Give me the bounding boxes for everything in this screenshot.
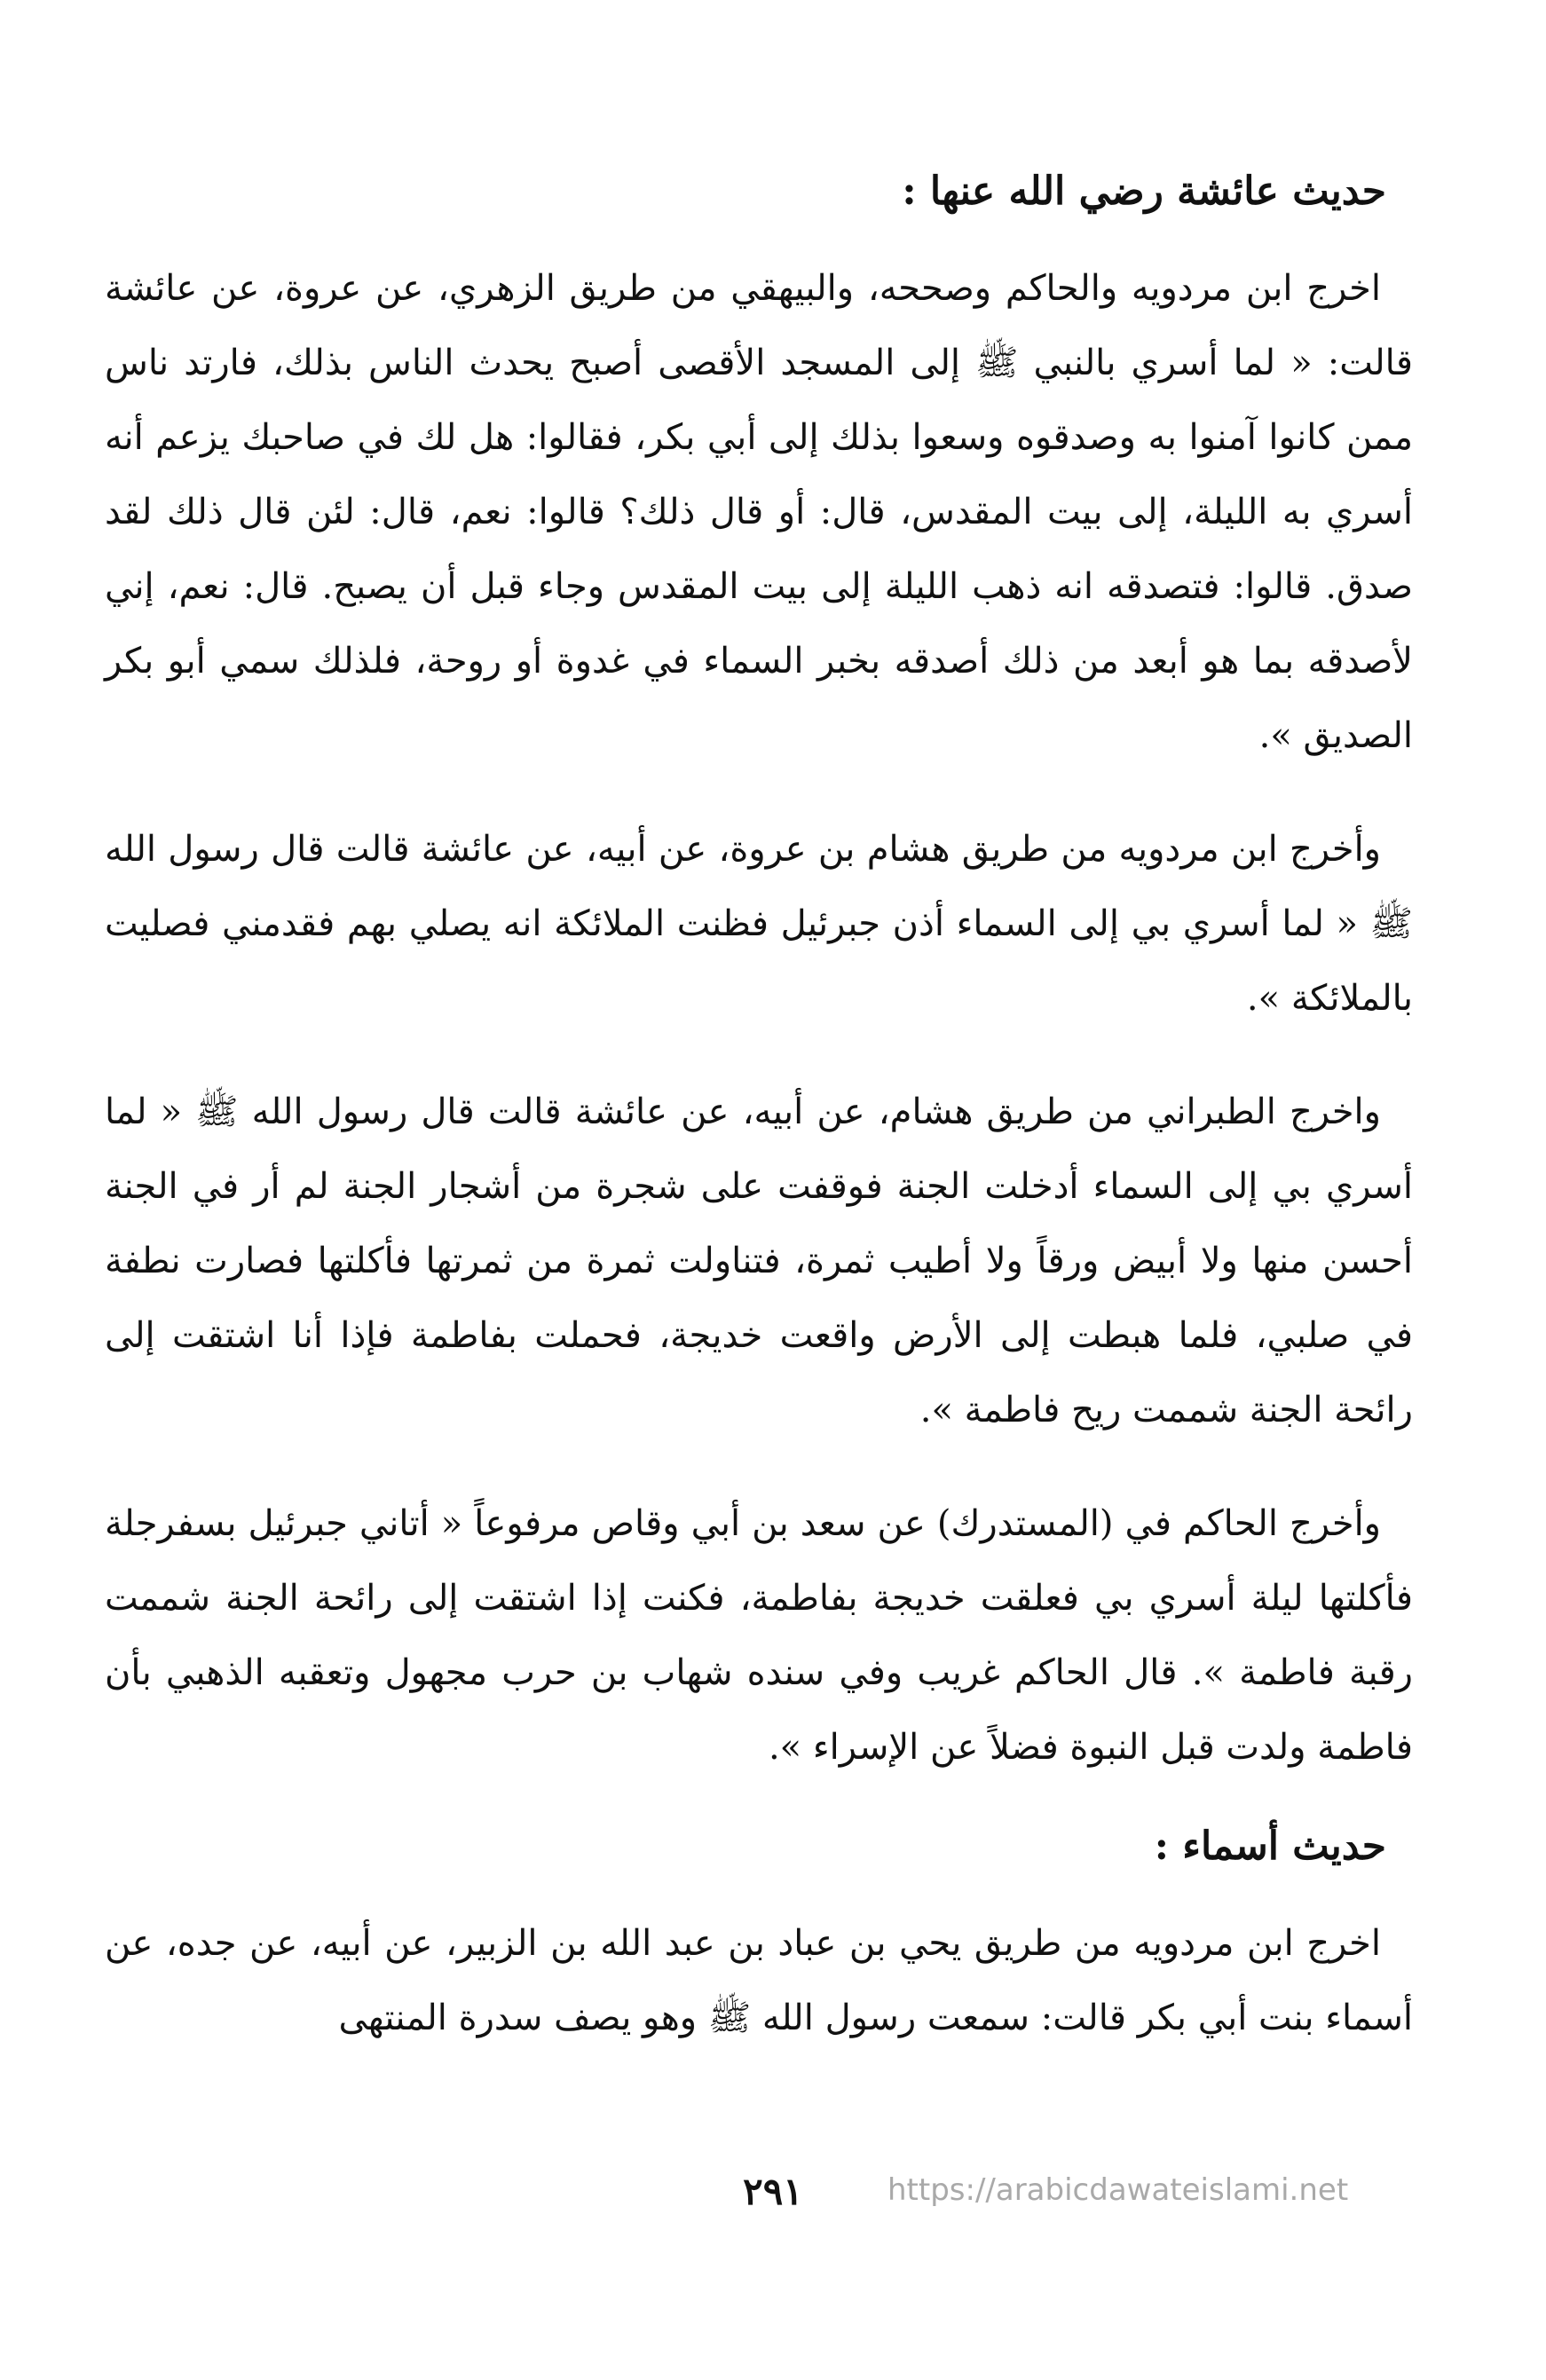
- section-heading-aisha: حديث عائشة رضي الله عنها :: [902, 169, 1386, 214]
- hadith-paragraph-4: [105, 1486, 1413, 1785]
- hadith-paragraph-3: [105, 1075, 1413, 1447]
- paragraph-text: اخرج ابن مردويه من طريق يحي بن عباد بن عبد الله بن الزبير، عن أبيه، عن جده، عن أسماء بنت أبي بكر قالت: سمعت رسول الله ﷺ وهو يصف سدرة المنتهى: [105, 1922, 1413, 2038]
- hadith-paragraph-1: [105, 251, 1413, 773]
- paragraph-text: واخرج الطبراني من طريق هشام، عن أبيه، عن عائشة قالت قال رسول الله ﷺ « لما أسري بي إلى السماء أدخلت الجنة فوقفت على شجرة من أشجار الجنة لم أر في الجنة أحسن منها ولا أبيض ورقاً ولا أطيب ثمرة، فتناولت ثمرة من ثمرتها فأكلتها فصارت نطفة في صلبي، فلما هبطت إلى الأرض واقعت خديجة، فحملت بفاطمة فإذا أنا اشتقت إلى رائحة الجنة شممت ريح فاطمة ».: [105, 1091, 1413, 1430]
- page-number: ٢٩١: [743, 2170, 803, 2213]
- paragraph-text: وأخرج ابن مردويه من طريق هشام بن عروة، عن أبيه، عن عائشة قالت قال رسول الله ﷺ « لما أسري بي إلى السماء أذن جبرئيل فظنت الملائكة انه يصلي بهم فقدمني فصليت بالملائكة ».: [105, 828, 1413, 1019]
- hadith-paragraph-5: [105, 1906, 1413, 2055]
- paragraph-text: وأخرج الحاكم في (المستدرك) عن سعد بن أبي وقاص مرفوعاً « أتاني جبرئيل بسفرجلة فأكلتها ليلة أسري بي فعلقت خديجة بفاطمة، فكنت إذا اشتقت إلى رائحة الجنة شممت رقبة فاطمة ». قال الحاكم غريب وفي سنده شهاب بن حرب مجهول وتعقبه الذهبي بأن فاطمة ولدت قبل النبوة فضلاً عن الإسراء ».: [105, 1502, 1413, 1768]
- hadith-paragraph-2: [105, 812, 1413, 1036]
- paragraph-text: اخرج ابن مردويه والحاكم وصححه، والبيهقي من طريق الزهري، عن عروة، عن عائشة قالت: « لما أسري بالنبي ﷺ إلى المسجد الأقصى أصبح يحدث الناس بذلك، فارتد ناس ممن كانوا آمنوا به وصدقوه وسعوا بذلك إلى أبي بكر، فقالوا: هل لك في صاحبك يزعم أنه أسري به الليلة، إلى بيت المقدس، قال: أو قال ذلك؟ قالوا: نعم، قال: لئن قال ذلك لقد صدق. قالوا: فتصدقه انه ذهب الليلة إلى بيت المقدس وجاء قبل أن يصبح. قال: نعم، إني لأصدقه بما هو أبعد من ذلك أصدقه بخبر السماء في غدوة أو روحة، فلذلك سمي أبو بكر الصديق ».: [105, 267, 1413, 756]
- section-heading-asma: حديث أسماء :: [1154, 1823, 1386, 1869]
- watermark-url: https://arabicdawateislami.net: [887, 2172, 1349, 2208]
